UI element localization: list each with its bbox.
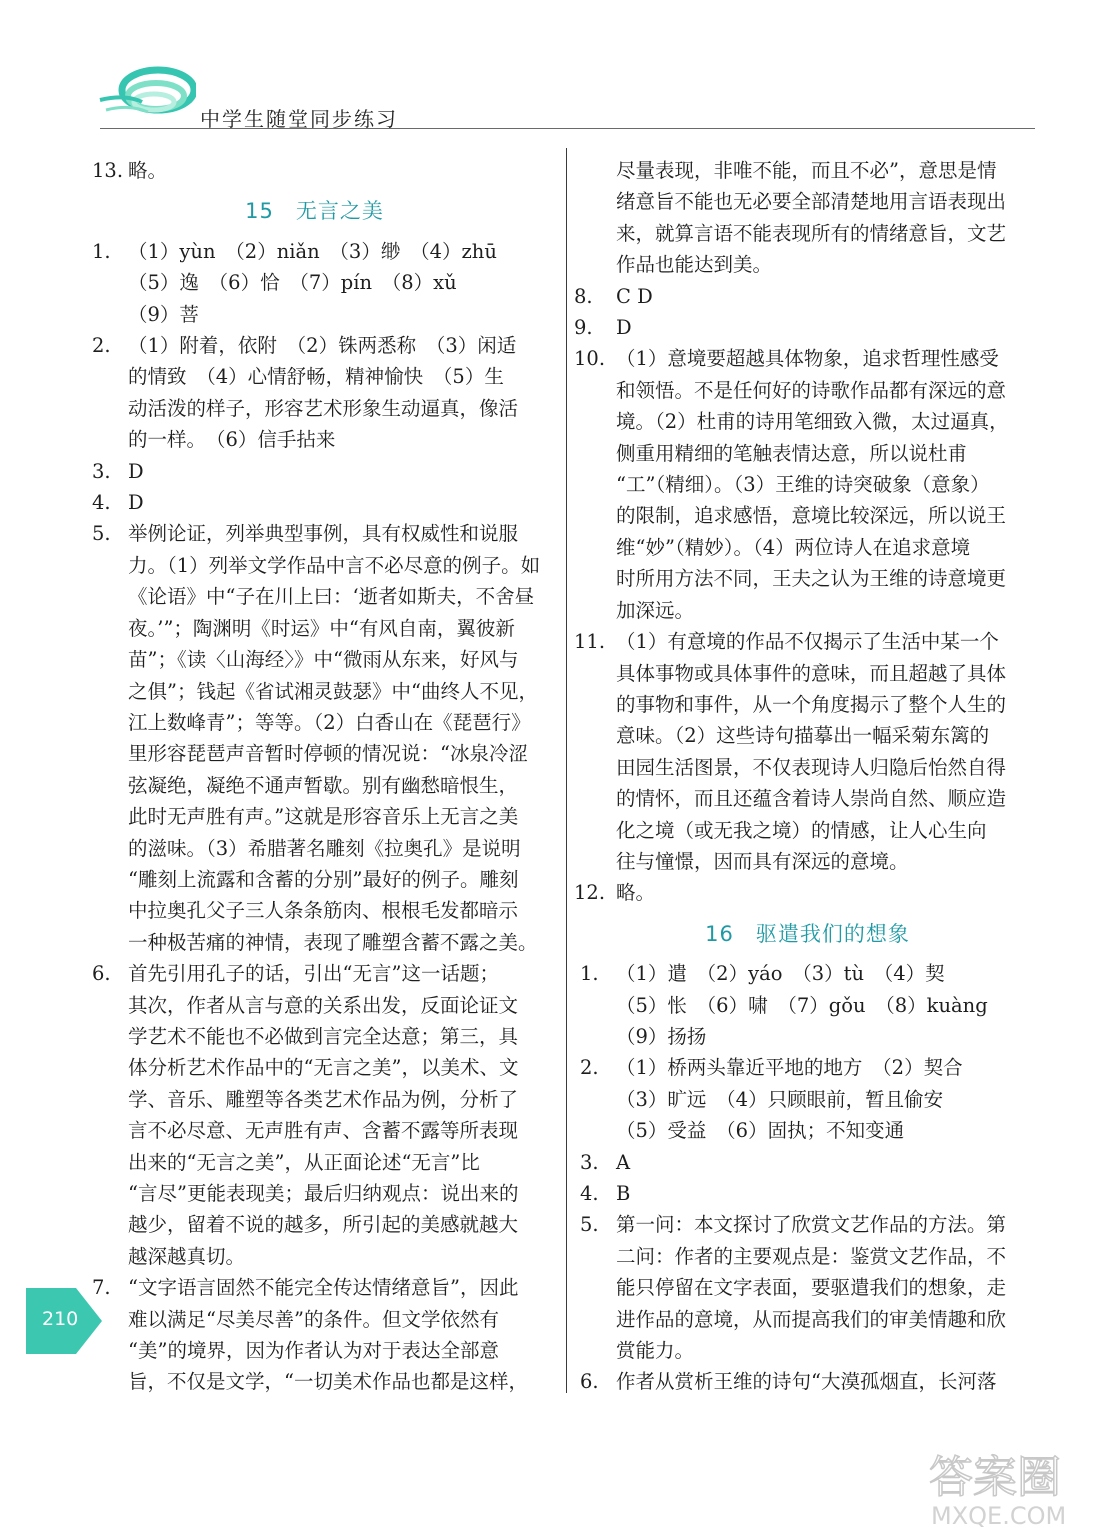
answer-item [92,1272,537,1398]
answer-line: （3）旷远 （4）只顾眼前，暂且偷安 [616,1087,944,1111]
item-number: 1. [580,962,599,986]
answer-line: 动活泼的样子，形容艺术形象生动逼真，像活 [128,396,519,420]
section-number: 15 [245,199,274,224]
answer-line: 化之境（或无我之境）的情感，让人心生向 [616,818,987,842]
answer-line: 体分析艺术作品中的“无言之美”，以美术、文 [128,1056,519,1080]
answer-line: 江上数峰青”；等等。（2）白香山在《琵琶行》 [128,710,531,734]
answer-line: “雕刻上流露和含蓄的分别”最好的例子。雕刻 [128,867,519,891]
answer-line: C D [616,284,653,308]
item-body [128,487,537,518]
answer-line: 此时无声胜有声。”这就是形容音乐上无言之美 [128,805,519,829]
item-number: 9. [574,316,593,340]
answer-line: 的限制，追求感悟，意境比较深远，所以说王 [616,504,1007,528]
answer-line: 第一问：本文探讨了欣赏文艺作品的方法。第 [616,1213,1007,1237]
item-number: 6. [92,962,111,986]
answer-item [580,1366,1035,1397]
answer-line: 的情致 （4）心情舒畅，精神愉快 （5）生 [128,365,504,389]
watermark-text: 答案圈 [929,1452,1061,1503]
answer-line: （5）受益 （6）固执；不知变通 [616,1119,905,1143]
item-number: 11. [574,630,606,654]
answer-line: 出来的“无言之美”，从正面论述“无言”比 [128,1150,480,1174]
answer-line: 田园生活图景，不仅表现诗人归隐后怡然自得 [616,755,1007,779]
item-body [616,626,1035,877]
answer-line: （1）意境要超越具体物象，追求哲理性感受 [616,347,999,371]
answer-item [574,626,1035,877]
answer-item [92,330,537,456]
answer-line: A [616,1150,631,1174]
answer-line: 《论语》中“子在川上曰：‘逝者如斯夫，不舍昼 [128,585,535,609]
item-number: 4. [92,491,111,515]
answer-line: 来，就算言语不能表现所有的情绪意旨，文艺 [616,221,1007,245]
item-body [128,456,537,487]
answer-line: 作者从赏析王维的诗句“大漠孤烟直，长河落 [616,1370,997,1394]
answer-line: 进作品的意境，从而提高我们的审美情趣和欣 [616,1307,1007,1331]
answer-line: 学、音乐、雕塑等各类艺术作品为例，分析了 [128,1087,519,1111]
answer-line: 言不必尽意、无声胜有声、含蓄不露等所表现 [128,1119,519,1143]
answer-item [580,1209,1035,1366]
item-body [616,343,1035,626]
item-number: 6. [580,1370,599,1394]
answer-line: D [128,491,144,515]
item-number: 10. [574,347,606,371]
answer-line: 的情怀，而且还蕴含着诗人崇尚自然、顺应造 [616,787,1007,811]
answer-line: 旨，不仅是文学，“一切美术作品也都是这样， [128,1370,528,1394]
page-number: 210 [42,1308,79,1330]
answer-line: 略。 [128,159,168,182]
answer-line: 中拉奥孔父子三人条条筋肉、根根毛发都暗示 [128,899,519,923]
answer-line: 的事物和事件，从一个角度揭示了整个人生的 [616,692,1007,716]
answer-line: 能只停留在文字表面，要驱遣我们的想象，走 [616,1276,1007,1300]
right-column [574,155,1035,1398]
answer-item [574,877,1035,908]
answer-line: （1）附着，依附 （2）铢两悉称 （3）闲适 [128,334,517,358]
watermark-url: MXQE.COM [931,1502,1067,1530]
item-number: 2. [92,334,111,358]
answer-line: 之俱”；钱起《省试湘灵鼓瑟》中“曲终人不见， [128,679,538,703]
item-body [128,518,541,958]
answer-item [574,281,1035,312]
answer-line: （1）yùn （2）niǎn （3）缈 （4）zhū [128,239,497,263]
answer-line: （9）菩 [128,302,199,326]
answer-item [92,487,537,518]
section-title: 驱遣我们的想象 [755,921,910,946]
answer-line: （5）逸 （6）恰 （7）pín （8）xǔ [128,271,457,295]
answer-line: 赏能力。 [616,1339,695,1363]
answer-item [574,312,1035,343]
item-body [128,958,537,1272]
answer-line: 作品也能达到美。 [616,253,773,277]
answer-line: B [616,1182,631,1205]
answer-item [580,958,1035,1052]
item-body [616,155,1035,281]
answer-line: 境。（2）杜甫的诗用笔细致入微，太过逼真， [616,410,1009,434]
item-number: 3. [580,1150,599,1174]
answer-line: 首先引用孔子的话，引出“无言”这一话题； [128,962,499,986]
answer-line: （1）有意境的作品不仅揭示了生活中某一个 [616,630,999,654]
item-body [616,877,1035,908]
answer-line: （1）桥两头靠近平地的地方 （2）契合 [616,1056,963,1080]
answer-line: 加深远。 [616,598,695,622]
swoosh-logo [96,58,196,138]
answer-line: 侧重用精细的笔触表情达意，所以说杜甫 [616,441,968,465]
answer-line: 意味。（2）这些诗句描摹出一幅采菊东篱的 [616,724,990,748]
section-number: 16 [705,921,734,946]
answer-line: （1）遣 （2）yáo （3）tù （4）契 [616,962,945,986]
item-body [128,236,537,330]
item-body [616,1366,1035,1397]
answer-line: 具体事物或具体事件的意味，而且超越了具体 [616,661,1007,685]
answer-line: 难以满足“尽美尽善”的条件。但文学依然有 [128,1307,499,1331]
answer-line: 力。（1）列举文学作品中言不必尽意的例子。如 [128,553,541,577]
answer-line: 维“妙”（精妙）。（4）两位诗人在追求意境 [616,535,971,559]
left-column [92,155,541,1398]
item-body [616,958,1035,1052]
item-number: 8. [574,284,593,308]
answer-line: D [616,316,632,340]
answer-line: “工”（精细）。（3）王维的诗突破象（意象） [616,473,990,497]
answer-item [92,518,541,958]
answer-line: 时所用方法不同，王夫之认为王维的诗意境更 [616,567,1007,591]
item-number: 12. [574,881,606,905]
answer-line: 弦凝绝，凝绝不通声暂歇。别有幽愁暗恨生， [128,773,519,797]
answer-line: “美”的境界，因为作者认为对于表达全部意 [128,1339,499,1363]
item-number: 2. [580,1056,599,1080]
answer-line: 绪意旨不能也无必要全部清楚地用言语表现出 [616,190,1007,214]
answer-line: 其次，作者从言与意的关系出发，反面论证文 [128,993,519,1017]
answer-item [92,236,537,330]
answer-line: 和领悟。不是任何好的诗歌作品都有深远的意 [616,378,1007,402]
answer-line: 尽量表现，非唯不能，而且不必”，意思是情 [616,159,997,182]
watermark-logo [925,1440,1085,1530]
answer-line: 的滋味。（3）希腊著名雕刻《拉奥孔》是说明 [128,836,521,860]
answer-line: 夜。’”；陶渊明《时运》中“有风自南，翼彼新 [128,616,515,640]
item-body [128,1272,537,1398]
answer-line: 学艺术不能也不必做到言完全达意；第三，具 [128,1024,519,1048]
item-body [616,281,1035,312]
answer-line: 苗”；《读〈山海经〉》中“微雨从东来，好风与 [128,648,519,672]
item-body [616,1209,1035,1366]
section-title: 无言之美 [295,199,384,224]
answer-item [92,155,537,186]
answer-line: 越深越真切。 [128,1244,246,1268]
answer-line: 的一样。 （6）信手拈来 [128,428,336,452]
answer-line: D [128,459,144,483]
item-body [616,1178,1035,1209]
header-rule [100,128,1035,129]
answer-item [574,343,1035,626]
answer-item [580,1052,1035,1146]
item-number: 5. [580,1213,599,1237]
answer-line: 越少，留着不说的越多，所引起的美感就越大 [128,1213,519,1237]
answer-line: （9）扬扬 [616,1024,707,1048]
section-heading [92,196,537,227]
answer-line: 略。 [616,881,656,905]
item-number: 5. [92,522,111,546]
item-number: 13. [92,159,124,182]
answer-line: “言尽”更能表现美；最后归纳观点：说出来的 [128,1182,519,1205]
item-body [128,330,537,456]
answer-line: 举例论证，列举典型事例，具有权威性和说服 [128,522,519,546]
item-number: 7. [92,1276,111,1300]
answer-line: （5）怅 （6）啸 （7）gǒu （8）kuàng [616,993,988,1017]
answer-line: 一种极苦痛的神情，表现了雕塑含蓄不露之美。 [128,930,538,954]
item-number: 1. [92,239,111,263]
book-title: 中学生随堂同步练习 [200,107,398,131]
answer-item [92,958,537,1272]
column-divider [566,148,567,1393]
item-body [616,312,1035,343]
item-body [616,1147,1035,1178]
continued-answer [580,155,1035,281]
item-body [616,1052,1035,1146]
answer-item [580,1147,1035,1178]
item-number: 4. [580,1182,599,1205]
item-number: 3. [92,459,111,483]
answer-line: 里形容琵琶声音暂时停顿的情况说：“冰泉冷涩 [128,742,528,766]
section-heading [580,919,1035,950]
item-body [128,155,537,186]
answer-line: 往与憧憬，因而具有深远的意境。 [616,849,909,873]
answer-line: “文字语言固然不能完全传达情绪意旨”，因此 [128,1276,519,1300]
answer-line: 二问：作者的主要观点是：鉴赏文艺作品，不 [616,1244,1007,1268]
answer-item [92,456,537,487]
answer-item [580,1178,1035,1209]
